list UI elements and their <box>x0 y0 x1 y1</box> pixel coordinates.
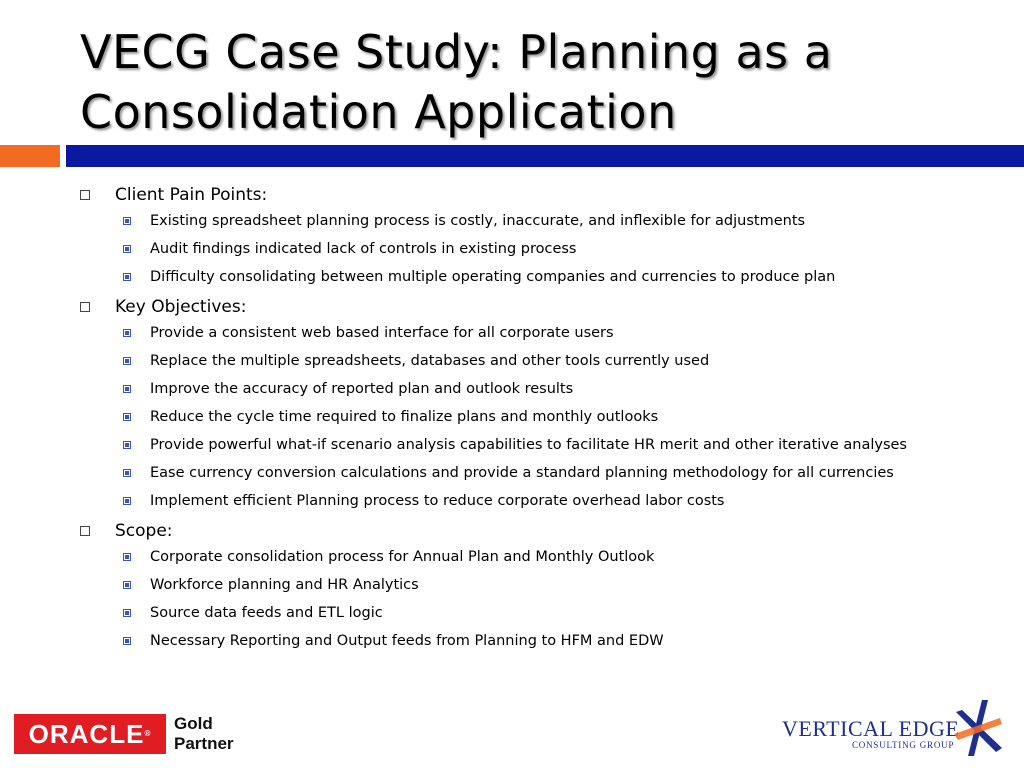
bullet-item: Provide powerful what-if scenario analysis capabilities to facilitate HR merit and other iterative analyses <box>80 436 980 455</box>
brand-subtitle: CONSULTING GROUP <box>852 740 955 750</box>
square-bullet-icon <box>123 413 131 421</box>
square-bullet-icon <box>123 637 131 645</box>
section-heading: Client Pain Points: <box>80 184 980 206</box>
bullet-item: Replace the multiple spreadsheets, databases and other tools currently used <box>80 352 980 371</box>
bullet-item: Reduce the cycle time required to finalize plans and monthly outlooks <box>80 408 980 427</box>
bullet-item: Improve the accuracy of reported plan and outlook results <box>80 380 980 399</box>
square-bullet-icon <box>123 441 131 449</box>
section-client-pain-points <box>80 184 980 287</box>
hollow-square-bullet-icon <box>80 190 90 200</box>
square-bullet-icon <box>123 609 131 617</box>
square-bullet-icon <box>123 497 131 505</box>
bullet-item: Ease currency conversion calculations and provide a standard planning methodology for all currencies <box>80 464 980 483</box>
square-bullet-icon <box>123 217 131 225</box>
bullet-item: Necessary Reporting and Output feeds from Planning to HFM and EDW <box>80 632 980 651</box>
title-accent-bar-orange <box>0 145 60 167</box>
square-bullet-icon <box>123 385 131 393</box>
brand-name: VERTICAL EDGE <box>782 716 960 741</box>
square-bullet-icon <box>123 469 131 477</box>
section-heading: Scope: <box>80 520 980 542</box>
section-key-objectives <box>80 296 980 511</box>
bullet-item: Audit findings indicated lack of controls in existing process <box>80 240 980 259</box>
square-bullet-icon <box>123 329 131 337</box>
square-bullet-icon <box>123 581 131 589</box>
bullet-item: Provide a consistent web based interface for all corporate users <box>80 324 980 343</box>
x-logo-icon <box>952 698 1006 758</box>
bullet-item: Corporate consolidation process for Annual Plan and Monthly Outlook <box>80 548 980 567</box>
hollow-square-bullet-icon <box>80 526 90 536</box>
bullet-item: Source data feeds and ETL logic <box>80 604 980 623</box>
square-bullet-icon <box>123 245 131 253</box>
hollow-square-bullet-icon <box>80 302 90 312</box>
square-bullet-icon <box>123 553 131 561</box>
bullet-item: Implement efficient Planning process to reduce corporate overhead labor costs <box>80 492 980 511</box>
oracle-logo: ORACLE® <box>14 714 166 754</box>
title-accent-bar-blue <box>66 145 1024 167</box>
section-heading: Key Objectives: <box>80 296 980 318</box>
vertical-edge-logo <box>782 716 1018 760</box>
bullet-item: Difficulty consolidating between multiple operating companies and currencies to produce plan <box>80 268 980 287</box>
bullet-content <box>80 184 980 660</box>
slide-title <box>80 22 980 142</box>
bullet-item: Workforce planning and HR Analytics <box>80 576 980 595</box>
square-bullet-icon <box>123 357 131 365</box>
title-line-1: VECG Case Study: Planning as a <box>80 25 833 79</box>
section-scope <box>80 520 980 651</box>
bullet-item: Existing spreadsheet planning process is costly, inaccurate, and inflexible for adjustments <box>80 212 980 231</box>
gold-partner-label: Gold Partner <box>174 714 234 753</box>
title-line-2: Consolidation Application <box>80 85 677 139</box>
square-bullet-icon <box>123 273 131 281</box>
